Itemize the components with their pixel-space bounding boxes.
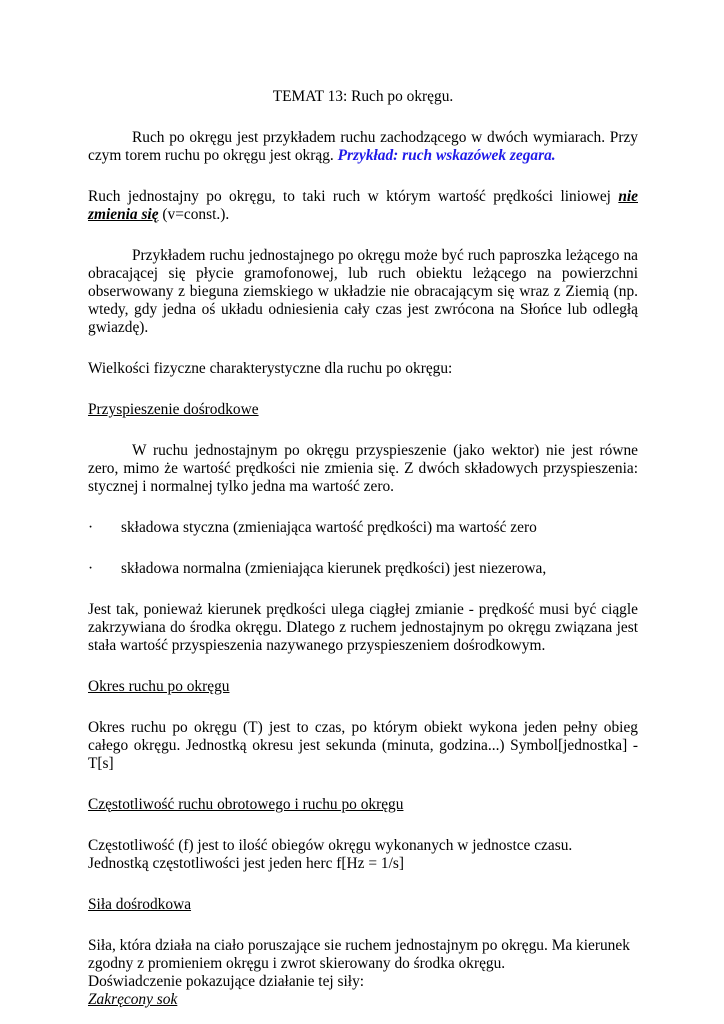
intro-paragraph — [88, 129, 638, 165]
uniform-emphasis: nie zmienia się — [88, 188, 638, 223]
intro-example: Przykład: ruch wskazówek zegara. — [337, 147, 556, 164]
intro-text: Ruch po okręgu jest przykładem ruchu zachodzącego w dwóch wymiarach. Przy czym torem ruchu po okręgu jest okrąg. — [88, 129, 638, 164]
bullet-text: składowa normalna (zmieniająca kierunek prędkości) jest niezerowa, — [121, 560, 547, 577]
page-title: TEMAT 13: Ruch po okręgu. — [272, 88, 454, 105]
force-definition: Siła, która działa na ciało poruszające sie ruchem jednostajnym po okręgu. Ma kierunek zgodny z promieniem okręgu i zwrot skierowany do środka okręgu. — [88, 937, 630, 972]
centripetal-acceleration-paragraph: W ruchu jednostajnym po okręgu przyspieszenie (jako wektor) nie jest równe zero, mimo że wartość prędkości nie zmienia się. Z dwóch składowych przyspieszenia: stycznej i normalnej tylko jedna ma wartość zero. — [88, 442, 638, 495]
centripetal-explanation-paragraph: Jest tak, ponieważ kierunek prędkości ulega ciągłej zmianie - prędkość musi być ciągle zakrzywiana do środka okręgu. Dlatego z ruchem jednostajnym po okręgu związana jest stała wartość przyspieszenia nazywanego przyspieszeniem dośrodkowym. — [88, 601, 638, 654]
uniform-before: Ruch jednostajny po okręgu, to taki ruch w którym wartość prędkości liniowej — [88, 188, 619, 205]
list-item — [88, 519, 638, 537]
uniform-after: (v=const.). — [158, 206, 230, 223]
section-heading-frequency: Częstotliwość ruchu obrotowego i ruchu po okręgu — [88, 796, 404, 813]
frequency-definition: Częstotliwość (f) jest to ilość obiegów okręgu wykonanych w jednostce czasu. — [88, 837, 573, 854]
bullet-marker: · — [88, 560, 94, 577]
section-heading-centripetal-force: Siła dośrodkowa — [88, 896, 192, 913]
list-item — [88, 560, 638, 578]
section-heading-centripetal-acceleration: Przyspieszenie dośrodkowe — [88, 401, 259, 418]
section-heading-period: Okres ruchu po okręgu — [88, 678, 230, 695]
period-paragraph: Okres ruchu po okręgu (T) jest to czas, po którym obiekt wykona jeden pełny obieg całego okręgu. Jednostką okresu jest sekunda (minuta, godzina...) Symbol[jednostka] - T[s] — [88, 719, 638, 772]
experiment-link-line — [88, 991, 638, 1009]
uniform-motion-paragraph — [88, 188, 638, 224]
document-page — [88, 88, 638, 1009]
experiment-intro: Doświadczenie pokazujące działanie tej siły: — [88, 973, 365, 990]
quantities-intro: Wielkości fizyczne charakterystyczne dla ruchu po okręgu: — [88, 360, 453, 377]
frequency-paragraph — [88, 837, 638, 873]
example-paragraph: Przykładem ruchu jednostajnego po okręgu może być ruch paproszka leżącego na obracającej się płycie gramofonowej, lub ruch obiektu leżącego na powierzchni obserwowany z bieguna ziemskiego w układzie nie obracającym się wraz z Ziemią (np. wtedy, gdy jedna oś układu odniesienia cały czas jest zwrócona na Słońce lub odległą gwiazdę). — [88, 247, 638, 336]
bullet-marker: · — [88, 519, 94, 536]
experiment-link[interactable]: Zakręcony sok — [88, 991, 178, 1008]
frequency-unit: Jednostką częstotliwości jest jeden herc f[Hz = 1/s] — [88, 855, 404, 872]
bullet-text: składowa styczna (zmieniająca wartość prędkości) ma wartość zero — [121, 519, 537, 536]
